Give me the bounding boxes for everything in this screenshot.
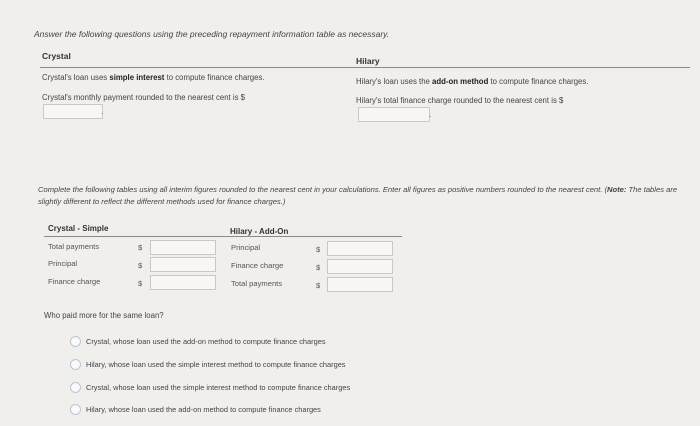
- hilary-charge-text: Hilary's total finance charge rounded to the nearest cent is $: [356, 96, 564, 105]
- crystal-loan-text: Crystal's loan uses simple interest to compute finance charges.: [42, 73, 265, 82]
- question-text: Who paid more for the same loan?: [44, 311, 164, 320]
- addon-row-currency: $: [316, 245, 321, 254]
- radio-circle[interactable]: [70, 359, 81, 370]
- simple-row-label: Finance charge: [48, 277, 101, 286]
- simple-row-label: Principal: [48, 259, 78, 268]
- radio-circle[interactable]: [70, 336, 81, 347]
- option-label: Hilary, whose loan used the simple interest method to compute finance charges: [86, 360, 346, 369]
- option-label: Crystal, whose loan used the add-on method to compute finance charges: [86, 337, 326, 346]
- simple-total-payments-input[interactable]: [150, 240, 216, 255]
- addon-row-currency: $: [316, 281, 321, 290]
- table-divider: [44, 236, 402, 237]
- hilary-loan-text: Hilary's loan uses the add-on method to compute finance charges.: [356, 77, 589, 86]
- addon-table-title: Hilary - Add-On: [230, 227, 289, 236]
- addon-total-payments-input[interactable]: [327, 277, 393, 292]
- crystal-payment-text: Crystal's monthly payment rounded to the nearest cent is $: [42, 93, 246, 102]
- simple-principal-input[interactable]: [150, 257, 216, 272]
- addon-principal-input[interactable]: [327, 241, 393, 256]
- addon-row-currency: $: [316, 263, 321, 272]
- addon-row-label: Total payments: [231, 279, 283, 288]
- simple-row-currency: $: [138, 243, 143, 252]
- addon-row-label: Finance charge: [231, 261, 284, 270]
- instructions-text: Answer the following questions using the preceding repayment information table as necessary.: [34, 29, 390, 39]
- header-divider: [40, 67, 690, 68]
- addon-finance-charge-input[interactable]: [327, 259, 393, 274]
- option-label: Hilary, whose loan used the add-on method to compute finance charges: [86, 405, 321, 414]
- addon-row-label: Principal: [231, 243, 261, 252]
- simple-row-currency: $: [138, 279, 143, 288]
- radio-circle[interactable]: [70, 382, 81, 393]
- simple-table-title: Crystal - Simple: [48, 224, 109, 233]
- radio-circle[interactable]: [70, 404, 81, 415]
- simple-row-label: Total payments: [48, 242, 100, 251]
- option-label: Crystal, whose loan used the simple interest method to compute finance charges: [86, 383, 351, 392]
- table-instructions: Complete the following tables using all interim figures rounded to the nearest cent in your calculations. Enter all figures as positive numbers rounded to the nearest cent. (Note: The tables are slightly different to reflect the different methods used for finance charges.): [38, 185, 678, 206]
- crystal-payment-period: .: [101, 107, 104, 116]
- hilary-charge-period: .: [429, 110, 432, 119]
- crystal-header: Crystal: [42, 51, 71, 61]
- hilary-charge-input[interactable]: [358, 107, 430, 122]
- hilary-header: Hilary: [356, 56, 380, 66]
- simple-finance-charge-input[interactable]: [150, 275, 216, 290]
- crystal-payment-input[interactable]: [43, 104, 103, 119]
- simple-row-currency: $: [138, 261, 143, 270]
